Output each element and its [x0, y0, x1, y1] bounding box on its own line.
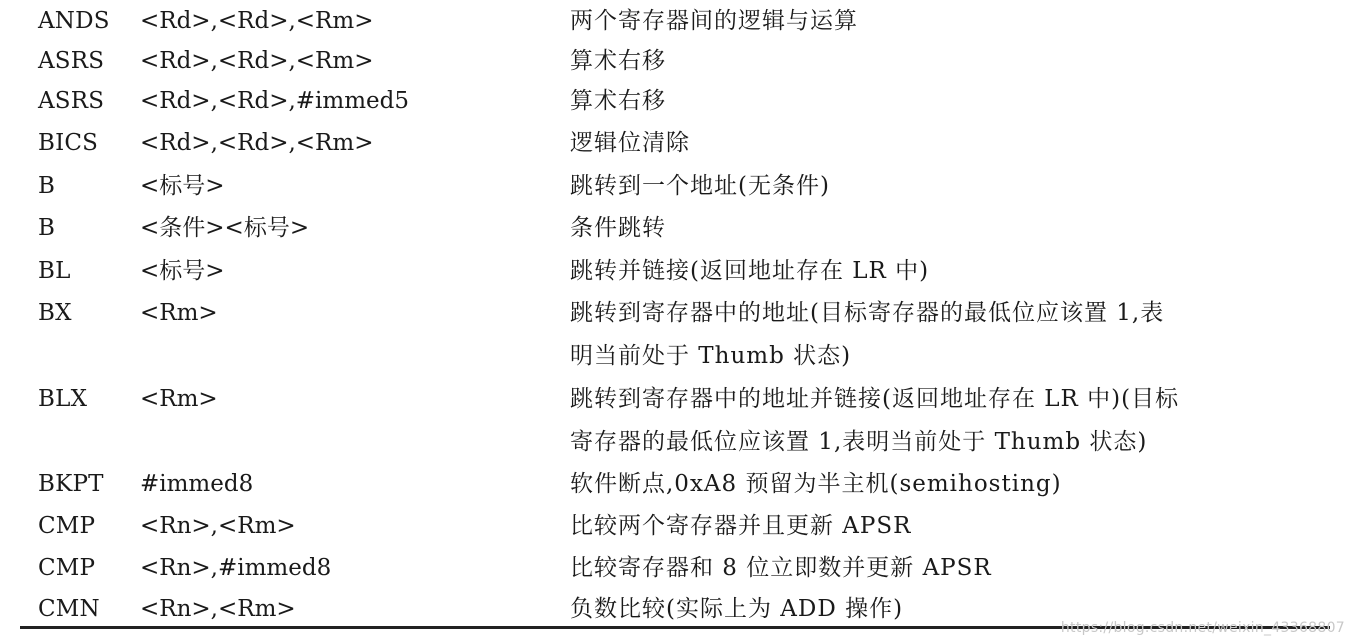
mnemonic: BKPT	[38, 471, 104, 497]
description: 两个寄存器间的逻辑与运算	[570, 8, 858, 34]
operands: <Rm>	[140, 386, 218, 412]
table-row	[0, 80, 1355, 122]
description: 负数比较(实际上为 ADD 操作)	[570, 596, 904, 622]
description: 比较两个寄存器并且更新 APSR	[570, 513, 912, 539]
operands: <Rn>,<Rm>	[140, 596, 296, 622]
operands: <Rn>,<Rm>	[140, 513, 296, 539]
description: 跳转并链接(返回地址存在 LR 中)	[570, 258, 930, 284]
table-row	[0, 122, 1355, 164]
mnemonic: B	[38, 215, 56, 241]
operands: <Rd>,<Rd>,#immed5	[140, 88, 410, 114]
table-row	[0, 463, 1355, 505]
description: 算术右移	[570, 88, 666, 114]
description-continuation: 明当前处于 Thumb 状态)	[570, 343, 852, 369]
description: 条件跳转	[570, 215, 666, 241]
operands: <标号>	[140, 258, 225, 284]
table-row	[0, 165, 1355, 207]
description: 算术右移	[570, 48, 666, 74]
table-row	[0, 292, 1355, 334]
operands: <Rm>	[140, 300, 218, 326]
mnemonic: BL	[38, 258, 71, 284]
description: 软件断点,0xA8 预留为半主机(semihosting)	[570, 471, 1062, 497]
description: 跳转到一个地址(无条件)	[570, 173, 830, 199]
description: 跳转到寄存器中的地址(目标寄存器的最低位应该置 1,表	[570, 300, 1165, 326]
mnemonic: ASRS	[38, 48, 105, 74]
table-row	[0, 40, 1355, 82]
operands: <Rd>,<Rd>,<Rm>	[140, 48, 374, 74]
table-row	[0, 0, 1355, 42]
description: 跳转到寄存器中的地址并链接(返回地址存在 LR 中)(目标	[570, 386, 1180, 412]
table-row	[0, 250, 1355, 292]
table-row	[0, 207, 1355, 249]
table-row	[0, 505, 1355, 547]
table-row-continuation	[0, 421, 1355, 463]
operands: <标号>	[140, 173, 225, 199]
description: 比较寄存器和 8 位立即数并更新 APSR	[570, 555, 992, 581]
operands: <Rd>,<Rd>,<Rm>	[140, 8, 374, 34]
operands: <Rn>,#immed8	[140, 555, 332, 581]
mnemonic: BX	[38, 300, 72, 326]
mnemonic: BLX	[38, 386, 88, 412]
table-row-continuation	[0, 335, 1355, 377]
table-row	[0, 378, 1355, 420]
mnemonic: BICS	[38, 130, 99, 156]
operands: <条件><标号>	[140, 215, 310, 241]
mnemonic: CMP	[38, 555, 96, 581]
mnemonic: ANDS	[38, 8, 110, 34]
operands: <Rd>,<Rd>,<Rm>	[140, 130, 374, 156]
mnemonic: CMP	[38, 513, 96, 539]
mnemonic: CMN	[38, 596, 100, 622]
description: 逻辑位清除	[570, 130, 690, 156]
description-continuation: 寄存器的最低位应该置 1,表明当前处于 Thumb 状态)	[570, 429, 1148, 455]
table-row	[0, 547, 1355, 589]
watermark: https://blog.csdn.net/weixin_43368807	[1060, 620, 1345, 636]
operands: #immed8	[140, 471, 254, 497]
mnemonic: B	[38, 173, 56, 199]
mnemonic: ASRS	[38, 88, 105, 114]
